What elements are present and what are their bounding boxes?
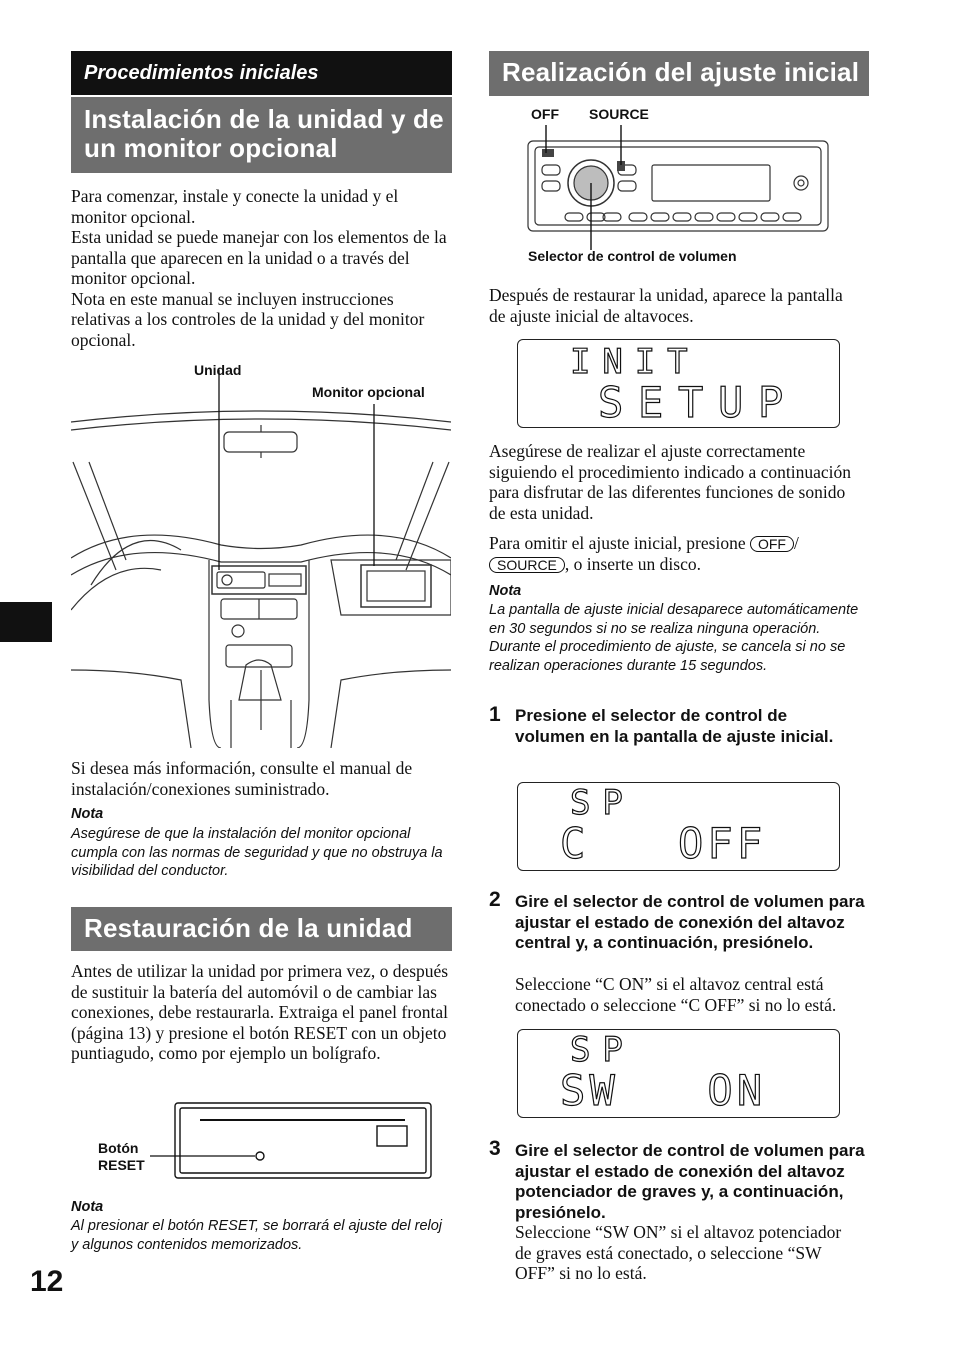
section-label-text: Procedimientos iniciales [84,62,319,84]
lcd-3-line-2: SW ON [560,1066,767,1115]
lcd-1-line-2: SETUP [598,378,798,427]
setup-para-2: Asegúrese de realizar el ajuste correctamente siguiendo el procedimiento indicado a continuación para disfrutar de las diferentes funciones de sonido de esta unidad. [489,441,852,523]
install-para-2: Esta unidad se puede manejar con los elementos de la pantalla que aparecen en la unidad o a través del monitor opcional. [71,227,447,288]
nota-2-text: Al presionar el botón RESET, se borrará el ajuste del reloj y algunos contenidos memorizados. [71,1218,443,1253]
lcd-init-setup [517,339,840,428]
car-interior-illustration [71,370,451,748]
lcd-2-line-1: SP [570,783,635,823]
step-3-text: Seleccione “SW ON” si el altavoz potenciador de graves está conectado, o seleccione “SW OFF” si no lo está. [515,1222,842,1283]
nota-3-text-2: Durante el procedimiento de ajuste, se cancela si no se realizan operaciones durante 15 segundos. [489,639,846,674]
label-volume-selector: Selector de control de volumen [528,248,737,264]
head-unit-illustration [525,125,833,250]
lcd-sp-sw-on [517,1029,840,1118]
install-heading-text: Instalación de la unidad y de un monitor opcional [84,104,444,163]
skip-instructions [489,533,869,575]
label-monitor-opcional: Monitor opcional [312,384,425,400]
setup-para-1: Después de restaurar la unidad, aparece la pantalla de ajuste inicial de altavoces. [489,285,843,326]
off-button[interactable]: OFF [750,536,794,552]
install-para-3: Nota en este manual se incluyen instrucciones relativas a los controles de la unidad y del monitor opcional. [71,288,425,350]
install-intro [71,186,451,350]
page-number: 12 [30,1265,64,1298]
install-para-1: Para comenzar, instale y conecte la unidad y el monitor opcional. [71,186,399,227]
nota-3-text [489,601,864,675]
nota-2-title: Nota [71,1199,104,1215]
reset-unit-illustration [150,1100,435,1182]
label-off: OFF [531,106,559,122]
step-1-number: 1 [489,703,501,726]
step-1-title: Presione el selector de control de volumen en la pantalla de ajuste inicial. [515,706,834,746]
nota-1-text: Asegúrese de que la instalación del monitor opcional cumpla con las normas de seguridad y que no obstruya la visibilidad del conductor. [71,826,443,879]
nota-3-title: Nota [489,583,522,599]
skip-text-a: Para omitir el ajuste inicial, presione [489,533,746,553]
lcd-2-line-2: C OFF [560,819,767,868]
label-reset: RESET [98,1157,145,1173]
side-tab-marker [0,602,52,642]
install-more-info: Si desea más información, consulte el manual de instalación/conexiones suministrado. [71,758,413,799]
step-2-text: Seleccione “C ON” si el altavoz central está conectado o seleccione “C OFF” si no lo está. [515,974,837,1015]
lcd-1-line-1: INIT [570,342,700,382]
section-label [71,51,452,95]
lcd-sp-c-off [517,782,840,871]
reset-paragraph: Antes de utilizar la unidad por primera vez, o después de sustituir la batería del automóvil o de cambiar las conexiones, debe restaurarla. Extraiga el panel frontal (página 13) y presione el botón RESET con un objeto puntiagudo, como por ejemplo un bolígrafo. [71,961,449,1063]
nota-1-title: Nota [71,806,104,822]
setup-heading [489,51,869,96]
skip-slash: / [793,533,799,553]
label-unidad: Unidad [194,362,242,378]
install-heading [71,97,452,173]
step-3-title: Gire el selector de control de volumen para ajustar el estado de conexión del altavoz potenciador de graves y, a continuación, presiónelo. [515,1141,865,1222]
skip-text-b: , o inserte un disco. [564,554,701,574]
label-boton: Botón [98,1140,139,1156]
lcd-3-line-1: SP [570,1030,635,1070]
step-3-number: 3 [489,1137,501,1160]
source-button[interactable]: SOURCE [489,557,565,573]
reset-heading-text: Restauración de la unidad [84,913,413,943]
reset-heading [71,907,452,951]
setup-heading-text: Realización del ajuste inicial [502,57,860,87]
label-source: SOURCE [589,106,649,122]
nota-3-text-1: La pantalla de ajuste inicial desaparece automáticamente en 30 segundos si no se realiza ninguna operación. [489,602,859,637]
step-2-number: 2 [489,888,501,911]
step-2-title: Gire el selector de control de volumen para ajustar el estado de conexión del altavoz central y, a continuación, presiónelo. [515,892,865,952]
